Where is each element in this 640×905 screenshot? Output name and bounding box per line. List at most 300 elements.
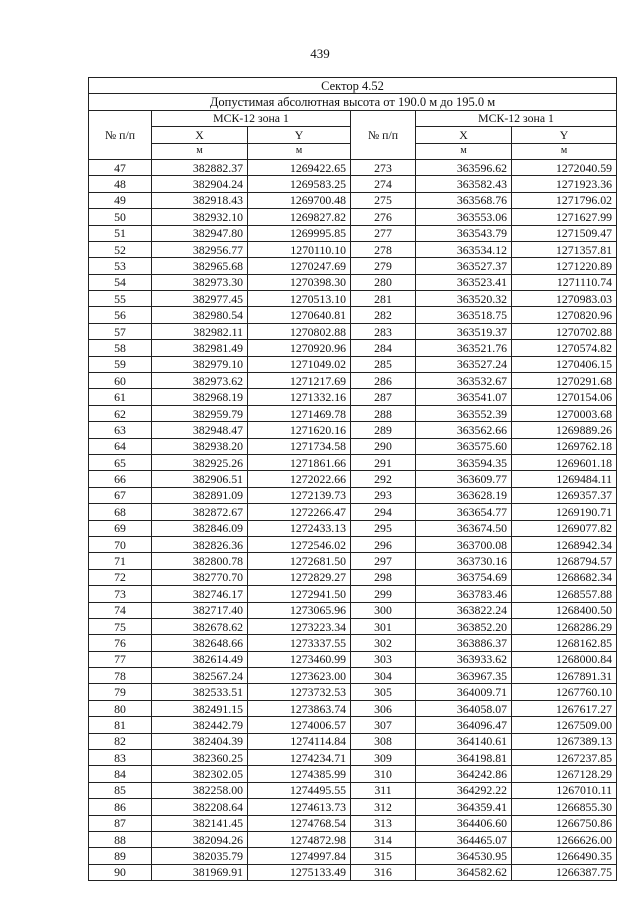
point-number-right: 300	[351, 602, 416, 618]
table-row	[89, 684, 617, 700]
x-value-left: 382648.66	[152, 635, 248, 651]
y-value-right: 1270154.06	[512, 389, 617, 405]
point-number-right: 302	[351, 635, 416, 651]
x-value-left: 382882.37	[152, 159, 248, 175]
x-value-right: 363552.39	[416, 405, 512, 421]
system-header-left: МСК-12 зона 1	[152, 110, 351, 126]
unit-y-left: м	[248, 143, 351, 159]
x-value-right: 363575.60	[416, 438, 512, 454]
point-number-right: 287	[351, 389, 416, 405]
y-value-right: 1268162.85	[512, 635, 617, 651]
point-number-right: 289	[351, 422, 416, 438]
y-value-right: 1269889.26	[512, 422, 617, 438]
point-number-left: 70	[89, 536, 152, 552]
point-number-right: 299	[351, 586, 416, 602]
table-row	[89, 602, 617, 618]
y-value-left: 1269827.82	[248, 209, 351, 225]
point-number-left: 79	[89, 684, 152, 700]
x-value-right: 363527.24	[416, 356, 512, 372]
y-value-right: 1270983.03	[512, 291, 617, 307]
point-number-left: 62	[89, 405, 152, 421]
y-value-left: 1273623.00	[248, 668, 351, 684]
point-number-right: 305	[351, 684, 416, 700]
table-row	[89, 307, 617, 323]
y-value-right: 1268557.88	[512, 586, 617, 602]
system-header-right: МСК-12 зона 1	[416, 110, 617, 126]
index-header-right: № п/п	[351, 110, 416, 159]
table-row	[89, 782, 617, 798]
x-value-right: 363596.62	[416, 159, 512, 175]
x-value-right: 363568.76	[416, 192, 512, 208]
y-value-left: 1273223.34	[248, 618, 351, 634]
table-row	[89, 225, 617, 241]
y-value-right: 1269601.18	[512, 454, 617, 470]
table-row	[89, 176, 617, 192]
point-number-left: 85	[89, 782, 152, 798]
y-value-right: 1269484.11	[512, 471, 617, 487]
table-row	[89, 799, 617, 815]
x-header-left: X	[152, 127, 248, 143]
x-value-left: 382035.79	[152, 848, 248, 864]
point-number-left: 72	[89, 569, 152, 585]
point-number-left: 76	[89, 635, 152, 651]
point-number-left: 82	[89, 733, 152, 749]
table-row	[89, 291, 617, 307]
point-number-left: 65	[89, 454, 152, 470]
y-header-left: Y	[248, 127, 351, 143]
y-value-right: 1266855.30	[512, 799, 617, 815]
point-number-left: 57	[89, 323, 152, 339]
table-row	[89, 618, 617, 634]
point-number-right: 285	[351, 356, 416, 372]
x-value-right: 364198.81	[416, 750, 512, 766]
table-row	[89, 553, 617, 569]
table-row	[89, 241, 617, 257]
point-number-right: 313	[351, 815, 416, 831]
y-value-right: 1270003.68	[512, 405, 617, 421]
x-value-left: 382770.70	[152, 569, 248, 585]
point-number-right: 276	[351, 209, 416, 225]
x-value-left: 382947.80	[152, 225, 248, 241]
x-value-right: 363543.79	[416, 225, 512, 241]
x-value-left: 382800.78	[152, 553, 248, 569]
point-number-right: 275	[351, 192, 416, 208]
point-number-right: 280	[351, 274, 416, 290]
point-number-left: 56	[89, 307, 152, 323]
y-value-left: 1273732.53	[248, 684, 351, 700]
point-number-right: 312	[351, 799, 416, 815]
y-value-left: 1270110.10	[248, 241, 351, 257]
y-value-right: 1267891.31	[512, 668, 617, 684]
y-value-right: 1270406.15	[512, 356, 617, 372]
point-number-right: 301	[351, 618, 416, 634]
y-value-right: 1267389.13	[512, 733, 617, 749]
x-value-right: 364406.60	[416, 815, 512, 831]
y-value-left: 1272546.02	[248, 536, 351, 552]
table-row	[89, 487, 617, 503]
point-number-right: 307	[351, 717, 416, 733]
y-value-left: 1271861.66	[248, 454, 351, 470]
x-value-right: 363518.75	[416, 307, 512, 323]
y-value-right: 1266387.75	[512, 864, 617, 880]
y-value-left: 1274006.57	[248, 717, 351, 733]
y-value-left: 1269583.25	[248, 176, 351, 192]
y-value-left: 1270920.96	[248, 340, 351, 356]
table-row	[89, 635, 617, 651]
y-value-left: 1270802.88	[248, 323, 351, 339]
x-value-right: 363852.20	[416, 618, 512, 634]
point-number-right: 310	[351, 766, 416, 782]
point-number-right: 283	[351, 323, 416, 339]
x-value-right: 364292.22	[416, 782, 512, 798]
point-number-left: 67	[89, 487, 152, 503]
y-value-right: 1270574.82	[512, 340, 617, 356]
y-value-left: 1270247.69	[248, 258, 351, 274]
point-number-right: 303	[351, 651, 416, 667]
x-value-right: 363754.69	[416, 569, 512, 585]
x-value-right: 363521.76	[416, 340, 512, 356]
table-row	[89, 717, 617, 733]
y-value-left: 1274997.84	[248, 848, 351, 864]
y-value-right: 1271627.99	[512, 209, 617, 225]
y-value-left: 1273065.96	[248, 602, 351, 618]
x-value-left: 382717.40	[152, 602, 248, 618]
x-value-left: 382977.45	[152, 291, 248, 307]
y-value-left: 1269700.48	[248, 192, 351, 208]
x-value-left: 382614.49	[152, 651, 248, 667]
table-row	[89, 504, 617, 520]
x-value-left: 382948.47	[152, 422, 248, 438]
y-value-left: 1272266.47	[248, 504, 351, 520]
x-value-left: 382981.49	[152, 340, 248, 356]
table-row	[89, 159, 617, 175]
x-value-left: 382959.79	[152, 405, 248, 421]
page-number: 439	[310, 46, 330, 61]
x-value-right: 363520.32	[416, 291, 512, 307]
point-number-left: 88	[89, 831, 152, 847]
x-value-right: 364582.62	[416, 864, 512, 880]
y-value-right: 1266626.00	[512, 831, 617, 847]
y-value-right: 1268400.50	[512, 602, 617, 618]
x-value-right: 363532.67	[416, 373, 512, 389]
table-row	[89, 586, 617, 602]
x-value-left: 382968.19	[152, 389, 248, 405]
y-value-right: 1271220.89	[512, 258, 617, 274]
table-row	[89, 389, 617, 405]
x-value-right: 364359.41	[416, 799, 512, 815]
x-header-right: X	[416, 127, 512, 143]
point-number-left: 60	[89, 373, 152, 389]
point-number-right: 308	[351, 733, 416, 749]
x-value-left: 382302.05	[152, 766, 248, 782]
point-number-left: 77	[89, 651, 152, 667]
y-value-left: 1272681.50	[248, 553, 351, 569]
point-number-right: 309	[351, 750, 416, 766]
x-value-right: 363730.16	[416, 553, 512, 569]
x-value-left: 382891.09	[152, 487, 248, 503]
x-value-left: 382956.77	[152, 241, 248, 257]
point-number-left: 84	[89, 766, 152, 782]
y-value-left: 1272139.73	[248, 487, 351, 503]
point-number-left: 81	[89, 717, 152, 733]
x-value-right: 363534.12	[416, 241, 512, 257]
table-body	[89, 159, 617, 880]
y-value-right: 1267010.11	[512, 782, 617, 798]
y-value-right: 1270820.96	[512, 307, 617, 323]
y-value-left: 1273863.74	[248, 700, 351, 716]
x-value-left: 382932.10	[152, 209, 248, 225]
y-value-left: 1272022.66	[248, 471, 351, 487]
y-value-right: 1270291.68	[512, 373, 617, 389]
y-value-right: 1268682.34	[512, 569, 617, 585]
x-value-right: 363541.07	[416, 389, 512, 405]
x-value-right: 363654.77	[416, 504, 512, 520]
y-value-left: 1270640.81	[248, 307, 351, 323]
x-value-right: 363886.37	[416, 635, 512, 651]
x-value-right: 363527.37	[416, 258, 512, 274]
x-value-right: 363783.46	[416, 586, 512, 602]
y-value-right: 1271796.02	[512, 192, 617, 208]
table-row	[89, 848, 617, 864]
y-value-right: 1267128.29	[512, 766, 617, 782]
y-value-left: 1271620.16	[248, 422, 351, 438]
point-number-right: 316	[351, 864, 416, 880]
y-value-right: 1272040.59	[512, 159, 617, 175]
point-number-left: 66	[89, 471, 152, 487]
point-number-right: 278	[351, 241, 416, 257]
point-number-left: 49	[89, 192, 152, 208]
point-number-left: 87	[89, 815, 152, 831]
table-row	[89, 454, 617, 470]
x-value-left: 382258.00	[152, 782, 248, 798]
point-number-left: 52	[89, 241, 152, 257]
y-value-left: 1271217.69	[248, 373, 351, 389]
x-value-right: 363628.19	[416, 487, 512, 503]
y-value-left: 1274613.73	[248, 799, 351, 815]
table-row	[89, 422, 617, 438]
point-number-left: 74	[89, 602, 152, 618]
x-value-right: 363967.35	[416, 668, 512, 684]
table-row	[89, 831, 617, 847]
x-value-left: 382678.62	[152, 618, 248, 634]
x-value-left: 382938.20	[152, 438, 248, 454]
x-value-left: 382980.54	[152, 307, 248, 323]
point-number-left: 48	[89, 176, 152, 192]
point-number-left: 73	[89, 586, 152, 602]
point-number-left: 61	[89, 389, 152, 405]
table-row	[89, 274, 617, 290]
x-value-left: 382404.39	[152, 733, 248, 749]
unit-x-left: м	[152, 143, 248, 159]
point-number-right: 288	[351, 405, 416, 421]
point-number-right: 291	[351, 454, 416, 470]
y-value-left: 1273337.55	[248, 635, 351, 651]
y-value-left: 1274385.99	[248, 766, 351, 782]
point-number-right: 295	[351, 520, 416, 536]
x-value-left: 382533.51	[152, 684, 248, 700]
x-value-left: 382979.10	[152, 356, 248, 372]
table-row	[89, 668, 617, 684]
x-value-left: 382918.43	[152, 192, 248, 208]
table-row	[89, 323, 617, 339]
table-row	[89, 700, 617, 716]
y-value-left: 1274234.71	[248, 750, 351, 766]
table-row	[89, 471, 617, 487]
point-number-right: 274	[351, 176, 416, 192]
point-number-right: 293	[351, 487, 416, 503]
point-number-right: 286	[351, 373, 416, 389]
table-row	[89, 750, 617, 766]
x-value-right: 363609.77	[416, 471, 512, 487]
table-row	[89, 438, 617, 454]
y-value-left: 1270513.10	[248, 291, 351, 307]
y-value-right: 1270702.88	[512, 323, 617, 339]
x-value-left: 382360.25	[152, 750, 248, 766]
point-number-right: 281	[351, 291, 416, 307]
y-value-right: 1266490.35	[512, 848, 617, 864]
y-value-right: 1267617.27	[512, 700, 617, 716]
y-value-right: 1271357.81	[512, 241, 617, 257]
point-number-left: 53	[89, 258, 152, 274]
x-value-left: 382846.09	[152, 520, 248, 536]
table-row	[89, 815, 617, 831]
point-number-right: 294	[351, 504, 416, 520]
table-row	[89, 651, 617, 667]
point-number-right: 297	[351, 553, 416, 569]
coordinates-table	[88, 77, 617, 881]
x-value-right: 364242.86	[416, 766, 512, 782]
y-value-right: 1268286.29	[512, 618, 617, 634]
y-value-right: 1268000.84	[512, 651, 617, 667]
point-number-left: 89	[89, 848, 152, 864]
point-number-left: 80	[89, 700, 152, 716]
index-header-left: № п/п	[89, 110, 152, 159]
point-number-right: 290	[351, 438, 416, 454]
table-row	[89, 340, 617, 356]
y-value-right: 1271923.36	[512, 176, 617, 192]
x-value-left: 382746.17	[152, 586, 248, 602]
x-value-left: 381969.91	[152, 864, 248, 880]
x-value-right: 363562.66	[416, 422, 512, 438]
point-number-right: 284	[351, 340, 416, 356]
point-number-right: 273	[351, 159, 416, 175]
table-row	[89, 258, 617, 274]
table-row	[89, 405, 617, 421]
y-value-right: 1271110.74	[512, 274, 617, 290]
y-value-left: 1272433.13	[248, 520, 351, 536]
point-number-right: 277	[351, 225, 416, 241]
point-number-left: 69	[89, 520, 152, 536]
y-value-right: 1269357.37	[512, 487, 617, 503]
point-number-left: 90	[89, 864, 152, 880]
point-number-left: 64	[89, 438, 152, 454]
x-value-right: 363674.50	[416, 520, 512, 536]
point-number-left: 78	[89, 668, 152, 684]
unit-y-right: м	[512, 143, 617, 159]
y-value-left: 1272829.27	[248, 569, 351, 585]
unit-x-right: м	[416, 143, 512, 159]
point-number-right: 315	[351, 848, 416, 864]
x-value-left: 382982.11	[152, 323, 248, 339]
table-row	[89, 569, 617, 585]
y-value-left: 1271332.16	[248, 389, 351, 405]
table-row	[89, 209, 617, 225]
y-value-left: 1274872.98	[248, 831, 351, 847]
y-value-left: 1271469.78	[248, 405, 351, 421]
point-number-right: 282	[351, 307, 416, 323]
x-value-left: 382906.51	[152, 471, 248, 487]
point-number-right: 306	[351, 700, 416, 716]
point-number-left: 86	[89, 799, 152, 815]
point-number-left: 47	[89, 159, 152, 175]
y-value-left: 1271049.02	[248, 356, 351, 372]
x-value-right: 364465.07	[416, 831, 512, 847]
table-row	[89, 733, 617, 749]
y-value-left: 1274114.84	[248, 733, 351, 749]
y-value-right: 1269077.82	[512, 520, 617, 536]
x-value-left: 382208.64	[152, 799, 248, 815]
point-number-right: 311	[351, 782, 416, 798]
x-value-right: 363582.43	[416, 176, 512, 192]
x-value-right: 364009.71	[416, 684, 512, 700]
point-number-left: 54	[89, 274, 152, 290]
y-value-left: 1271734.58	[248, 438, 351, 454]
point-number-right: 279	[351, 258, 416, 274]
y-value-left: 1273460.99	[248, 651, 351, 667]
x-value-right: 363523.41	[416, 274, 512, 290]
y-value-right: 1267509.00	[512, 717, 617, 733]
x-value-left: 382826.36	[152, 536, 248, 552]
x-value-right: 363822.24	[416, 602, 512, 618]
x-value-right: 364530.95	[416, 848, 512, 864]
y-value-left: 1269995.85	[248, 225, 351, 241]
table-row	[89, 192, 617, 208]
y-value-right: 1271509.47	[512, 225, 617, 241]
table-row	[89, 373, 617, 389]
x-value-right: 364140.61	[416, 733, 512, 749]
x-value-left: 382442.79	[152, 717, 248, 733]
x-value-right: 363700.08	[416, 536, 512, 552]
point-number-left: 59	[89, 356, 152, 372]
y-value-left: 1274768.54	[248, 815, 351, 831]
y-value-left: 1270398.30	[248, 274, 351, 290]
point-number-right: 292	[351, 471, 416, 487]
point-number-left: 75	[89, 618, 152, 634]
y-value-right: 1266750.86	[512, 815, 617, 831]
y-value-left: 1275133.49	[248, 864, 351, 880]
y-value-right: 1268942.34	[512, 536, 617, 552]
point-number-left: 83	[89, 750, 152, 766]
y-value-left: 1274495.55	[248, 782, 351, 798]
point-number-left: 63	[89, 422, 152, 438]
x-value-right: 364096.47	[416, 717, 512, 733]
point-number-left: 71	[89, 553, 152, 569]
y-value-right: 1269190.71	[512, 504, 617, 520]
table-row	[89, 864, 617, 880]
x-value-left: 382925.26	[152, 454, 248, 470]
point-number-left: 58	[89, 340, 152, 356]
y-header-right: Y	[512, 127, 617, 143]
x-value-left: 382491.15	[152, 700, 248, 716]
y-value-right: 1267760.10	[512, 684, 617, 700]
x-value-left: 382973.62	[152, 373, 248, 389]
height-range: Допустимая абсолютная высота от 190.0 м до 195.0 м	[89, 94, 617, 110]
sector-title: Сектор 4.52	[89, 78, 617, 94]
x-value-right: 363519.37	[416, 323, 512, 339]
point-number-left: 55	[89, 291, 152, 307]
x-value-left: 382872.67	[152, 504, 248, 520]
x-value-right: 364058.07	[416, 700, 512, 716]
